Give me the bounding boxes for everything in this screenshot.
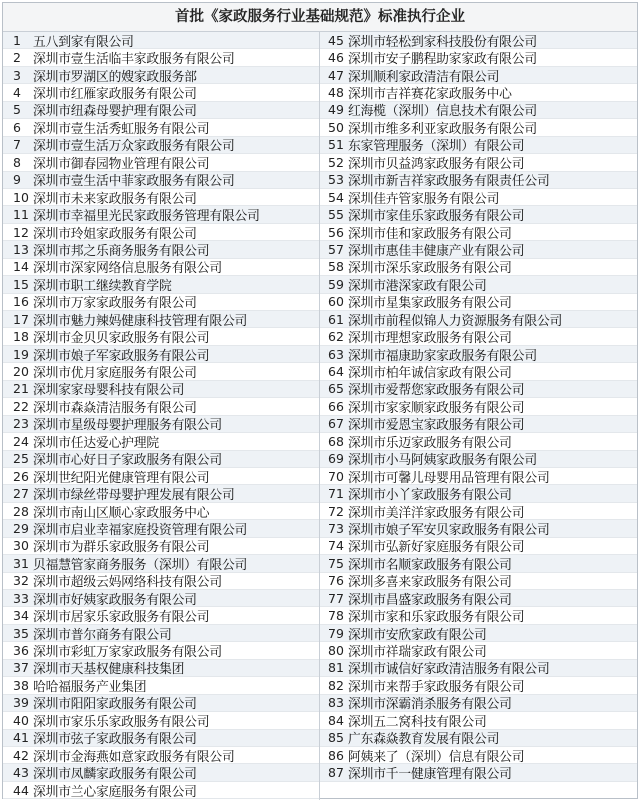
row-number: 15 — [13, 276, 29, 292]
table-row — [320, 189, 637, 206]
company-name: 广东森焱教育发展有限公司 — [348, 732, 500, 748]
row-number: 44 — [13, 782, 29, 798]
row-number: 56 — [328, 224, 344, 240]
row-number: 34 — [13, 608, 29, 624]
company-name: 深圳市玲姐家政服务有限公司 — [33, 226, 197, 242]
row-number: 77 — [328, 590, 344, 606]
table-row — [3, 119, 319, 136]
company-name: 深圳市心好日子家政服务有限公司 — [33, 453, 222, 469]
row-number: 29 — [13, 520, 29, 536]
row-number: 1 — [13, 32, 21, 48]
row-number: 83 — [328, 695, 344, 711]
company-name: 深圳市理想家政服务有限公司 — [348, 331, 512, 347]
row-number: 17 — [13, 311, 29, 327]
company-name: 深圳市贝益鸿家政服务有限公司 — [348, 156, 525, 172]
table-row — [3, 49, 319, 66]
row-number: 30 — [13, 538, 29, 554]
row-number: 69 — [328, 451, 344, 467]
table-row — [320, 712, 637, 729]
row-number: 85 — [328, 730, 344, 746]
company-name: 深圳多喜来家政服务有限公司 — [348, 575, 512, 591]
row-number: 2 — [13, 50, 21, 66]
row-number: 32 — [13, 573, 29, 589]
table-row — [320, 241, 637, 258]
table-row — [3, 485, 319, 502]
row-number: 7 — [13, 137, 21, 153]
table-row — [3, 695, 319, 712]
table-row — [3, 259, 319, 276]
row-number: 50 — [328, 119, 344, 135]
row-number: 26 — [13, 468, 29, 484]
table-row — [320, 67, 637, 84]
row-number: 48 — [328, 85, 344, 101]
row-number: 72 — [328, 503, 344, 519]
company-name: 深圳市爱帮您家政服务有限公司 — [348, 383, 525, 399]
company-name: 深圳市弦子家政服务有限公司 — [33, 732, 197, 748]
company-name: 深圳市森焱清洁服务有限公司 — [33, 400, 197, 416]
company-name: 深圳市惠佳丰健康产业有限公司 — [348, 243, 525, 259]
table-row — [320, 433, 637, 450]
company-name: 深圳市超级云妈网络科技有限公司 — [33, 575, 222, 591]
company-name: 深圳佳卉管家服务有限公司 — [348, 191, 500, 207]
company-name: 深圳市优月家庭服务有限公司 — [33, 366, 197, 382]
company-name: 深圳市家和乐家政服务有限公司 — [348, 610, 525, 626]
row-number: 11 — [13, 207, 29, 223]
row-number: 40 — [13, 712, 29, 728]
row-number: 9 — [13, 172, 21, 188]
row-number: 65 — [328, 381, 344, 397]
company-name: 深圳市星级母婴护理服务有限公司 — [33, 418, 222, 434]
company-name: 深圳市居家乐家政服务有限公司 — [33, 610, 210, 626]
row-number: 63 — [328, 346, 344, 362]
company-name: 深圳市任达爱心护理院 — [33, 435, 159, 451]
table-row — [3, 311, 319, 328]
table-row — [320, 84, 637, 101]
table-row — [320, 555, 637, 572]
row-number: 46 — [328, 50, 344, 66]
company-name: 深圳五二窝科技有限公司 — [348, 714, 487, 730]
row-number: 13 — [13, 241, 29, 257]
row-number: 31 — [13, 555, 29, 571]
table-row — [320, 607, 637, 624]
company-name: 深圳市家乐乐家政服务有限公司 — [33, 714, 210, 730]
table-row — [320, 503, 637, 520]
company-name: 深圳市幸福里光民家政服务管理有限公司 — [33, 209, 260, 225]
company-name: 深圳家家母婴科技有限公司 — [33, 383, 185, 399]
table-row — [320, 764, 637, 781]
table-row — [3, 625, 319, 642]
company-name: 阿姨来了（深圳）信息有限公司 — [348, 749, 525, 765]
company-name: 深圳市来帮手家政服务有限公司 — [348, 679, 525, 695]
company-list-table — [2, 2, 638, 799]
row-number: 19 — [13, 346, 29, 362]
table-row — [320, 398, 637, 415]
row-number: 14 — [13, 259, 29, 275]
company-name: 深圳市家佳乐家政服务有限公司 — [348, 209, 525, 225]
table-row — [3, 712, 319, 729]
table-row — [320, 49, 637, 66]
row-number: 6 — [13, 119, 21, 135]
right-column — [320, 32, 637, 800]
company-name: 深圳市家家顺家政服务有限公司 — [348, 400, 525, 416]
company-name: 贝福慧管家商务服务（深圳）有限公司 — [33, 557, 248, 573]
table-row — [3, 363, 319, 380]
company-name: 深圳市小丫家政服务有限公司 — [348, 488, 512, 504]
row-number: 22 — [13, 398, 29, 414]
table-row — [320, 485, 637, 502]
table-row — [320, 32, 637, 49]
row-number: 43 — [13, 765, 29, 781]
company-name: 深圳市未来家政服务有限公司 — [33, 191, 197, 207]
table-row — [320, 520, 637, 537]
company-name: 深圳市深乐家政服务有限公司 — [348, 261, 512, 277]
row-number: 59 — [328, 276, 344, 292]
row-number: 54 — [328, 189, 344, 205]
company-name: 深圳市前程似锦人力资源服务有限公司 — [348, 313, 563, 329]
row-number: 78 — [328, 608, 344, 624]
row-number: 16 — [13, 294, 29, 310]
company-name: 深圳市昌盛家政服务有限公司 — [348, 592, 512, 608]
row-number: 70 — [328, 468, 344, 484]
company-name: 深圳市普尔商务有限公司 — [33, 627, 172, 643]
company-name: 深圳市娘子军家政服务有限公司 — [33, 348, 210, 364]
row-number: 80 — [328, 643, 344, 659]
company-name: 深圳市万家家政服务有限公司 — [33, 296, 197, 312]
company-name: 深圳市弘新好家庭服务有限公司 — [348, 540, 525, 556]
table-row — [3, 241, 319, 258]
company-name: 深圳市邦之乐商务服务有限公司 — [33, 243, 210, 259]
row-number: 28 — [13, 503, 29, 519]
company-name: 哈哈福服务产业集团 — [33, 679, 147, 695]
row-number: 58 — [328, 259, 344, 275]
company-name: 深圳市职工继续教育学院 — [33, 278, 172, 294]
company-name: 深圳市罗湖区的嫂家政服务部 — [33, 69, 197, 85]
table-row — [3, 416, 319, 433]
table-row — [3, 677, 319, 694]
company-name: 深圳市乐迈家政服务有限公司 — [348, 435, 512, 451]
row-number: 52 — [328, 154, 344, 170]
row-number: 68 — [328, 433, 344, 449]
company-name: 深圳市金贝贝家政服务有限公司 — [33, 331, 210, 347]
company-name: 深圳顺利家政清洁有限公司 — [348, 69, 500, 85]
table-row — [320, 747, 637, 764]
table-row — [3, 276, 319, 293]
row-number: 74 — [328, 538, 344, 554]
table-row — [320, 119, 637, 136]
table-row — [320, 224, 637, 241]
table-row — [3, 607, 319, 624]
row-number: 53 — [328, 172, 344, 188]
table-row — [3, 32, 319, 49]
company-name: 深圳市维多利亚家政服务有限公司 — [348, 121, 537, 137]
row-number: 10 — [13, 189, 29, 205]
table-row — [3, 660, 319, 677]
row-number: 38 — [13, 677, 29, 693]
company-name: 深圳市安子鹏程助家家政有限公司 — [348, 52, 537, 68]
row-number: 86 — [328, 747, 344, 763]
company-name: 深圳市兰心家庭服务有限公司 — [33, 784, 197, 800]
table-body — [3, 32, 637, 800]
row-number: 66 — [328, 398, 344, 414]
row-number: 64 — [328, 364, 344, 380]
company-name: 深圳市壹生活秀虹服务有限公司 — [33, 121, 210, 137]
company-name: 深圳市天基权健康科技集团 — [33, 662, 185, 678]
row-number: 75 — [328, 555, 344, 571]
row-number: 62 — [328, 329, 344, 345]
company-name: 深圳市深霸消杀服务有限公司 — [348, 697, 512, 713]
row-number: 39 — [13, 695, 29, 711]
table-row — [3, 294, 319, 311]
company-name: 深圳市爱恩宝家政服务有限公司 — [348, 418, 525, 434]
row-number: 84 — [328, 712, 344, 728]
table-row — [320, 363, 637, 380]
company-name: 深圳市深家网络信息服务有限公司 — [33, 261, 222, 277]
table-row — [3, 520, 319, 537]
company-name: 深圳市南山区顺心家政服务中心 — [33, 505, 210, 521]
table-row — [320, 468, 637, 485]
table-row — [320, 276, 637, 293]
table-row — [3, 538, 319, 555]
company-name: 深圳市魅力辣妈健康科技管理有限公司 — [33, 313, 248, 329]
table-row — [3, 67, 319, 84]
company-name: 五八到家有限公司 — [33, 34, 134, 50]
company-name: 深圳市吉祥赛花家政服务中心 — [348, 87, 512, 103]
row-number: 37 — [13, 660, 29, 676]
company-name: 深圳市御春园物业管理有限公司 — [33, 156, 210, 172]
row-number: 5 — [13, 102, 21, 118]
row-number: 27 — [13, 486, 29, 502]
company-name: 深圳市佳和家政服务有限公司 — [348, 226, 512, 242]
company-name: 深圳市彩虹万家家政服务有限公司 — [33, 645, 222, 661]
company-name: 深圳市福康助家家政服务有限公司 — [348, 348, 537, 364]
table-row — [320, 137, 637, 154]
row-number: 47 — [328, 67, 344, 83]
table-row — [320, 695, 637, 712]
row-number: 76 — [328, 573, 344, 589]
company-name: 深圳市金海燕如意家政服务有限公司 — [33, 749, 235, 765]
company-name: 深圳市启业幸福家庭投资管理有限公司 — [33, 522, 248, 538]
company-name: 深圳市小马阿姨家政服务有限公司 — [348, 453, 537, 469]
company-name: 深圳市为群乐家政服务有限公司 — [33, 540, 210, 556]
table-row — [3, 346, 319, 363]
row-number: 25 — [13, 451, 29, 467]
row-number: 35 — [13, 625, 29, 641]
table-row — [3, 782, 319, 799]
row-number: 87 — [328, 765, 344, 781]
company-name: 深圳市好姨家政服务有限公司 — [33, 592, 197, 608]
company-name: 深圳市安欣家政有限公司 — [348, 627, 487, 643]
company-name: 深圳市轻松到家科技股份有限公司 — [348, 34, 537, 50]
table-row — [320, 677, 637, 694]
table-row — [3, 555, 319, 572]
table-row — [320, 381, 637, 398]
row-number: 51 — [328, 137, 344, 153]
row-number: 73 — [328, 520, 344, 536]
table-row — [3, 451, 319, 468]
table-row — [3, 573, 319, 590]
company-name: 深圳市柏年诚信家政有限公司 — [348, 366, 512, 382]
row-number: 79 — [328, 625, 344, 641]
table-row — [320, 538, 637, 555]
row-number: 33 — [13, 590, 29, 606]
table-row — [320, 311, 637, 328]
table-row — [320, 416, 637, 433]
row-number: 60 — [328, 294, 344, 310]
company-name: 深圳市可馨儿母婴用品管理有限公司 — [348, 470, 550, 486]
company-name: 深圳市千一健康管理有限公司 — [348, 767, 512, 783]
row-number: 55 — [328, 207, 344, 223]
company-name: 深圳市名顺家政服务有限公司 — [348, 557, 512, 573]
company-name: 深圳市壹生活中菲家政服务有限公司 — [33, 174, 235, 190]
company-name: 深圳世纪阳光健康管理有限公司 — [33, 470, 210, 486]
row-number: 41 — [13, 730, 29, 746]
company-name: 深圳市新吉祥家政服务有限责任公司 — [348, 174, 550, 190]
table-row — [3, 764, 319, 781]
table-row — [3, 224, 319, 241]
table-row — [3, 747, 319, 764]
table-row — [320, 172, 637, 189]
table-row — [3, 84, 319, 101]
row-number: 71 — [328, 486, 344, 502]
table-row — [320, 660, 637, 677]
table-row — [320, 206, 637, 223]
company-name: 东家管理服务（深圳）有限公司 — [348, 139, 525, 155]
table-row — [3, 137, 319, 154]
table-row — [3, 154, 319, 171]
table-title: 首批《家政服务行业基础规范》标准执行企业 — [3, 3, 637, 32]
table-row — [3, 398, 319, 415]
table-row — [3, 102, 319, 119]
table-row — [3, 328, 319, 345]
company-name: 深圳市红雁家政服务有限公司 — [33, 87, 197, 103]
row-number: 24 — [13, 433, 29, 449]
company-name: 深圳市港深家政有限公司 — [348, 278, 487, 294]
table-row — [3, 730, 319, 747]
company-name: 深圳市绿丝带母婴护理发展有限公司 — [33, 488, 235, 504]
table-row — [320, 573, 637, 590]
company-name: 深圳市诚信好家政清洁服务有限公司 — [348, 662, 550, 678]
table-row — [320, 625, 637, 642]
table-row — [3, 172, 319, 189]
company-name: 深圳市纽森母婴护理有限公司 — [33, 104, 197, 120]
company-name: 深圳市阳阳家政服务有限公司 — [33, 697, 197, 713]
company-name: 红海榄（深圳）信息技术有限公司 — [348, 104, 537, 120]
row-number: 21 — [13, 381, 29, 397]
row-number: 81 — [328, 660, 344, 676]
row-number: 67 — [328, 416, 344, 432]
table-row — [320, 590, 637, 607]
row-number: 57 — [328, 241, 344, 257]
table-row — [320, 346, 637, 363]
company-name: 深圳市凤麟家政服务有限公司 — [33, 767, 197, 783]
table-row — [320, 451, 637, 468]
table-row — [3, 433, 319, 450]
table-row — [3, 590, 319, 607]
left-column — [3, 32, 320, 800]
row-number: 82 — [328, 677, 344, 693]
table-row — [320, 102, 637, 119]
company-name: 深圳市壹生活临丰家政服务有限公司 — [33, 52, 235, 68]
row-number: 3 — [13, 67, 21, 83]
row-number: 61 — [328, 311, 344, 327]
row-number: 36 — [13, 643, 29, 659]
row-number: 49 — [328, 102, 344, 118]
company-name: 深圳市祥瑞家政有限公司 — [348, 645, 487, 661]
row-number: 8 — [13, 154, 21, 170]
row-number: 12 — [13, 224, 29, 240]
table-row — [320, 328, 637, 345]
table-row — [3, 503, 319, 520]
company-name: 深圳市美洋洋家政服务有限公司 — [348, 505, 525, 521]
row-number: 18 — [13, 329, 29, 345]
table-row — [320, 294, 637, 311]
table-row — [3, 468, 319, 485]
table-row — [3, 381, 319, 398]
table-row — [320, 154, 637, 171]
table-row — [3, 642, 319, 659]
table-row — [3, 206, 319, 223]
row-number: 20 — [13, 364, 29, 380]
company-name: 深圳市星集家政服务有限公司 — [348, 296, 512, 312]
table-row — [320, 730, 637, 747]
table-row — [320, 642, 637, 659]
table-row — [3, 189, 319, 206]
row-number: 45 — [328, 32, 344, 48]
row-number: 23 — [13, 416, 29, 432]
company-name: 深圳市娘子军安贝家政服务有限公司 — [348, 522, 550, 538]
row-number: 4 — [13, 85, 21, 101]
row-number: 42 — [13, 747, 29, 763]
company-name: 深圳市壹生活万众家政服务有限公司 — [33, 139, 235, 155]
table-row — [320, 259, 637, 276]
